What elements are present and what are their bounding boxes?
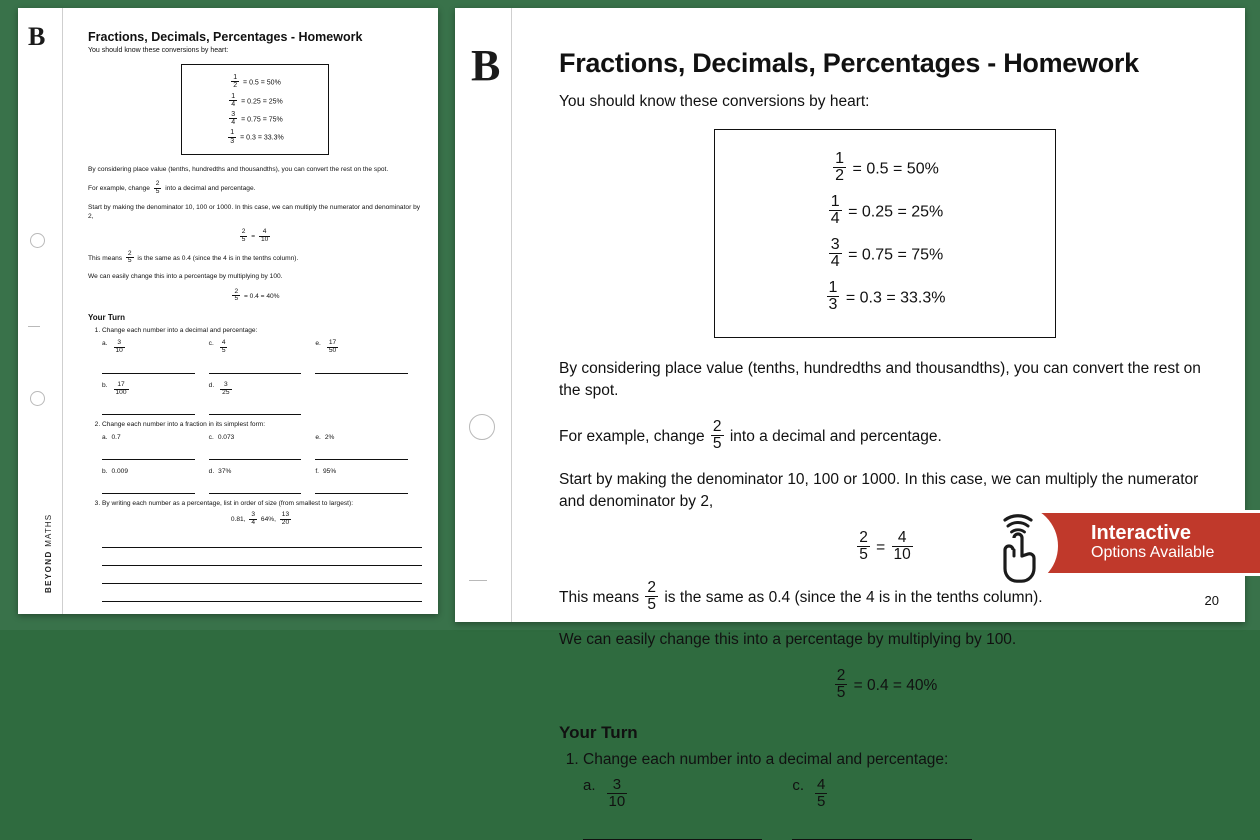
para-2: For example, change $\frac{2}{5}$ into a decimal and percentage.: [559, 417, 942, 452]
page-subtitle: You should know these conversions by heart:: [559, 93, 870, 110]
binder-hole: [30, 233, 45, 248]
preview-para-1: By considering place value (tenths, hundredths and thousandths), you can convert the rest on the spot.: [88, 165, 389, 173]
preview-your-turn-heading: Your Turn: [88, 313, 126, 323]
page-title: Fractions, Decimals, Percentages - Homework: [559, 48, 1139, 78]
answer-line[interactable]: [102, 445, 195, 460]
binder-hole: [30, 391, 45, 406]
binder-dash: [28, 326, 40, 327]
question-list: [559, 751, 1211, 840]
badge-line-2: Options Available: [1091, 544, 1215, 562]
beyond-logo-icon: B: [471, 41, 501, 90]
answer-line[interactable]: [315, 445, 408, 460]
equation-1: $\frac{2}{5}$ = $\frac{4}{10}$: [859, 528, 911, 563]
answer-line[interactable]: [102, 588, 422, 602]
preview-q3-values: 0.81, $\frac{3}{4}$ 64%, $\frac{13}{20}$: [230, 511, 290, 527]
brand-bold: BEYOND: [44, 550, 53, 593]
answer-line[interactable]: [102, 552, 422, 566]
question-1: 1. Change each number into a decimal and percentage: a. $\frac{3}{10}$ c. $\frac{4}{5}$: [583, 751, 1211, 840]
preview-title: Fractions, Decimals, Percentages - Homework: [88, 30, 363, 44]
answer-line[interactable]: [102, 534, 422, 548]
answer-line[interactable]: [315, 359, 408, 374]
answer-line[interactable]: [102, 359, 195, 374]
preview-content: [74, 8, 438, 614]
para-4: This means $\frac{2}{5}$ is the same as 0.4 (since the 4 is in the tenths column).: [559, 578, 1043, 613]
badge-line-1: Interactive: [1091, 522, 1192, 545]
answer-line[interactable]: [209, 359, 302, 374]
beyond-logo-icon: B: [28, 22, 46, 51]
answer-line[interactable]: [209, 400, 302, 415]
main-binder-rail: [455, 8, 512, 622]
preview-question-list: [88, 327, 422, 602]
answer-line[interactable]: [315, 479, 408, 494]
conversion-row: $\frac{1}{4}$ = 0.25 = 25%: [231, 92, 283, 108]
answer-line[interactable]: [102, 570, 422, 584]
answer-line[interactable]: [583, 809, 762, 840]
hand-pointer-icon: [975, 504, 1059, 588]
preview-equation-1: $\frac{2}{5}$ = $\frac{4}{10}$: [241, 227, 269, 243]
answer-line[interactable]: [209, 445, 302, 460]
worksheet-preview-page[interactable]: [18, 8, 438, 614]
answer-line[interactable]: [102, 479, 195, 494]
answer-line[interactable]: [102, 400, 195, 415]
answer-line[interactable]: [792, 809, 971, 840]
preview-equation-2: $\frac{2}{5}$ = 0.4 = 40%: [234, 287, 280, 303]
preview-binder-rail: [18, 8, 63, 614]
para-5: We can easily change this into a percentage by multiplying by 100.: [559, 631, 1017, 649]
conversion-row: $\frac{3}{4}$ = 0.75 = 75%: [231, 110, 283, 127]
binder-hole: [469, 414, 495, 440]
binder-dash: [469, 580, 487, 581]
equation-2: $\frac{2}{5}$ = 0.4 = 40%: [836, 667, 938, 702]
interactive-options-badge[interactable]: [1010, 510, 1260, 576]
preview-question-3: 3. By writing each number as a percentage, list in order of size (from smallest to largest): 0.81, $\frac{3}{4}$ 64%, $\frac{13}{20}$: [102, 500, 422, 602]
preview-subtitle: You should know these conversions by heart:: [88, 47, 229, 54]
preview-question-2: 2. Change each number into a fraction in its simplest form: a. 0.7 b. 0.009 c. 0.073 d. 37% e. 2% f. 95%: [102, 421, 422, 494]
conversion-row: $\frac{1}{3}$ = 0.3 = 33.3%: [828, 278, 946, 314]
conversion-row: $\frac{1}{2}$ = 0.5 = 50%: [233, 74, 281, 90]
conversion-row: $\frac{1}{2}$ = 0.5 = 50%: [835, 150, 939, 185]
your-turn-heading: Your Turn: [559, 723, 638, 743]
answer-line[interactable]: [209, 479, 302, 494]
conversions-box: [714, 129, 1056, 338]
preview-conversions-box: [181, 64, 329, 155]
brand-light: MATHS: [44, 513, 53, 547]
para-1: By considering place value (tenths, hundredths and thousandths), you can convert the rest on the spot.: [559, 359, 1201, 399]
conversion-row: $\frac{1}{4}$ = 0.25 = 25%: [830, 192, 944, 228]
preview-para-5: We can easily change this into a percentage by multiplying by 100.: [88, 273, 283, 281]
para-3: Start by making the denominator 10, 100 or 1000. In this case, we can multiply the numerator and denominator by 2,: [559, 470, 1199, 510]
conversion-row: $\frac{3}{4}$ = 0.75 = 75%: [830, 235, 944, 271]
conversion-row: $\frac{1}{3}$ = 0.3 = 33.3%: [230, 129, 284, 145]
preview-para-3: Start by making the denominator 10, 100 or 1000. In this case, we can multiply the numerator and denominator by 2,: [88, 203, 421, 221]
preview-para-2: For example, change $\frac{2}{5}$ into a decimal and percentage.: [88, 180, 256, 196]
page-number: 20: [1204, 593, 1219, 608]
brand-vertical-label: [44, 514, 53, 593]
preview-para-4: This means $\frac{2}{5}$ is the same as 0.4 (since the 4 is in the tenths column).: [88, 249, 299, 265]
preview-question-1: 1. Change each number into a decimal and percentage: a. $\frac{3}{10}$ b. $\frac{17}{100}$ c. $\frac{4}{5}$ d. $\frac{3}{25}$ e. $\frac{17}{50}$: [102, 327, 422, 415]
